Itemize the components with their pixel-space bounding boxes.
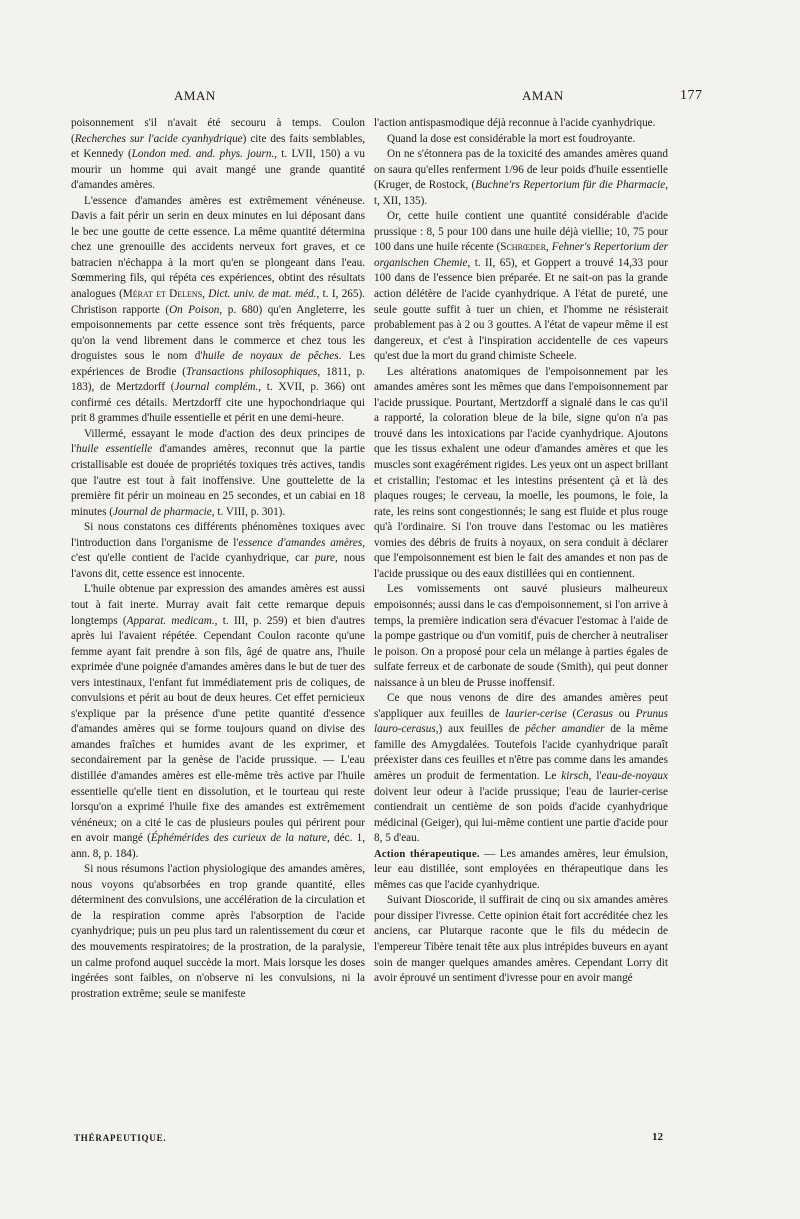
paragraph: L'essence d'amandes amères est extrêmement vénéneuse. Davis a fait périr un serin en deux minutes en lui déposant dans le bec une goutte de cette essence. La même quantité détermina chez une grenouille des accidents nerveux fort graves, et ce batracien n'échappa à la mort qu'en se plongeant dans l'eau. Sœmmering fils, qui répéta ces expériences, obtint des résultats analogues (Mérat et Delens, Dict. univ. de mat. méd., t. I, 265). Christison rapporte (On Poison, p. 680) qu'en Angleterre, les empoisonnements par cette essence sont très fréquents, parce qu'on la vend librement dans le commerce et chez tous les droguistes sous le nom d'huile de noyaux de pêches. Les expériences de Brodie (Transactions philosophiques, 1811, p. 183), de Mertzdorff (Journal complém., t. XVII, p. 366) ont confirmé ces détails. Mertzdorff cite une hypochondriaque qui prit 8 grammes d'huile essentielle et périt en une demi-heure. [71, 194, 366, 425]
signature-number: 12 [652, 1131, 663, 1143]
paragraph: Quand la dose est considérable la mort est foudroyante. [387, 132, 636, 145]
paragraph: Si nous résumons l'action physiologique des amandes amères, nous voyons qu'absorbées en trop grande quantité, elles déterminent des convulsions, une accélération de la circulation et de la respiration comme après l'absorption de l'acide cyanhydrique; puis un peu plus tard un ralentissement du cœur et des mouvements respiratoires; de la prostration, de la paralysie, un calme profond auquel succède la mort. Mais lorsque les doses ingérées sont faibles, on n'observe ni les convulsions, ni la prostration extrême; seule se manifeste [71, 863, 365, 1000]
paragraph: On ne s'étonnera pas de la toxicité des amandes amères quand on saura qu'elles renferment 1/96 de leur poids d'huile essentielle (Kruger, de Rostock, (Buchne'rs Repertorium für die Pharmacie, t, XII, 135). [374, 148, 668, 207]
page-number: 177 [680, 88, 703, 103]
paragraph: poisonnement s'il n'avait été secouru à temps. Coulon (Recherches sur l'acide cyanhydrique) cite des faits semblables, et Kennedy (London med. and. phys. journ., t. LVII, 150) a vu mourir un homme qui avait mangé une grande quantité d'amandes amères. [71, 117, 365, 192]
running-head-left: AMAN [174, 88, 216, 103]
paragraph: Suivant Dioscoride, il suffirait de cinq ou six amandes amères pour dissiper l'ivresse. Cette opinion était fort accréditée chez les anciens, car Plutarque raconte que le fils du médecin de l'empereur Tibère tenait tête aux plus intrépides buveurs en ayant soin de manger quelques amandes amères. Cependant Lorry dit avoir éprouvé un sentiment d'ivresse pour en avoir mangé [374, 894, 668, 985]
paragraph: Ce que nous venons de dire des amandes amères peut s'appliquer aux feuilles de laurier-cerise (Cerasus ou Prunus lauro-cerasus,) aux feuilles de pêcher amandier de la même famille des Amygdalées. Toutefois l'acide cyanhydrique paraît préexister dans ces feuilles et n'être pas comme dans les amandes amères un produit de fermentation. Le kirsch, l'eau-de-noyaux doivent leur odeur à l'acide prussique; l'eau de laurier-cerise contiendrait un centième de son poids d'acide cyanhydrique médicinal (Geiger), qui lui-même contient une partie d'acide pour 8, 5 d'eau. [374, 692, 668, 845]
paragraph: Villermé, essayant le mode d'action des deux principes de l'huile essentielle d'amandes amères, reconnut que la partie cristallisable est douée de propriétés toxiques très actives, tandis que l'autre est tout à fait inoffensive. Une gouttelette de la première fit périr un moineau en 25 secondes, et un cabiai en 18 minutes (Journal de pharmacie, t. VIII, p. 301). [71, 427, 365, 518]
section-heading-paragraph: Action thérapeutique. — Les amandes amères, leur émulsion, leur eau distillée, sont employées en thérapeutique dans les mêmes cas que l'acide cyanhydrique. [374, 847, 669, 891]
left-column [71, 116, 365, 1002]
paragraph: L'huile obtenue par expression des amandes amères est aussi tout à fait inerte. Murray avait fait cette remarque depuis longtemps (Apparat. medicam., t. III, p. 259) et bien d'autres après lui l'avaient répétée. Cependant Coulon raconte qu'une femme ayant fait prendre à son fils, âgé de quatre ans, l'huile exprimée d'une poignée d'amandes amères dans le but de tuer des vers intestinaux, l'enfant fut immédiatement pris de coliques, de convulsions et périt au bout de deux heures. Cet effet pernicieux s'explique par la présence d'une petite quantité d'essence d'amandes amères qui se forme toujours quand on divise des amandes fraîches et humides avant de les exprimer, et secondairement par la genèse de l'acide prussique. — L'eau distillée d'amandes amères est elle-même très active par l'huile essentielle qu'elle tient en dissolution, et le tourteau qui reste lorsqu'on a exprimé l'huile fixe des amandes est extrêmement vénéneux; on a cité le cas de plusieurs poules qui périrent pour en avoir mangé (Éphémérides des curieux de la nature, déc. 1, ann. 8, p. 184). [71, 583, 366, 860]
signature-mark: THÉRAPEUTIQUE. [74, 1133, 167, 1143]
paragraph: Les altérations anatomiques de l'empoisonnement par les amandes amères sont les mêmes que dans l'empoisonnement par l'acide prussique. Pourtant, Mertzdorff a signalé dans le cas qu'il a rapporté, la coloration bleue de la bile, signe qu'on n'a pas trouvé dans les intoxications par l'acide cyanhydrique. Ajoutons que les tissus exhalent une odeur d'amandes amères et que les muscles sont exagérément rigides. Les yeux ont un aspect brillant et cristallin; l'estomac et les intestins présentent çà et là des plaques rouges; le cerveau, la moelle, les poumons, le foie, la rate, les reins sont congestionnés; le sang est fluide et plus rouge qu'à l'ordinaire. Si l'on trouve dans l'estomac ou les matières vomies des débris de fruits à noyaux, on sera conduit à déclarer que l'empoisonnement est bien le fait des amandes et non pas de l'acide prussique ou des eaux distillées qui en contiennent. [374, 365, 668, 580]
section-heading: Action thérapeutique. [374, 848, 480, 860]
right-column [374, 116, 668, 987]
paragraph: Les vomissements ont sauvé plusieurs malheureux empoisonnés; aussi dans le cas d'empoisonnement, si l'on arrive à temps, la première indication sera d'évacuer l'estomac à l'aide de la pompe gastrique ou d'un vomitif, puis de chercher à neutraliser le poison. On a proposé pour cela un mélange à parties égales de sulfate ferreux et de carbonate de soude (Smith), qui peut donner naissance à un bleu de Prusse inoffensif. [374, 583, 668, 689]
running-head-right: AMAN [522, 88, 564, 103]
paragraph: Or, cette huile contient une quantité considérable d'acide prussique : 8, 5 pour 100 dans une huile déjà viellie; 10, 75 pour 100 dans une huile récente (Schrœder, Fehner's Repertorium der organischen Chemie, t. II, 65), et Goppert a trouvé 14,33 pour 100 dans de l'essence bien préparée. Et ne sait-on pas la grande action délétère de l'acide cyanhydrique. A l'état de pureté, une seule goutte suffit à tuer un chien, et l'homme ne résisterait probablement pas à 2 ou 3 gouttes. A l'état de vapeur même il est dangereux, et c'est à l'inspiration accidentelle de ces vapeurs qu'est due la mort du grand chimiste Scheele. [374, 210, 669, 363]
paragraph: Si nous constatons ces différents phénomènes toxiques avec l'introduction dans l'organisme de l'essence d'amandes amères, c'est qu'elle contient de l'acide cyanhydrique, car pure, nous l'avons dit, cette essence est innocente. [71, 521, 366, 580]
paragraph: l'action antispasmodique déjà reconnue à l'acide cyanhydrique. [374, 117, 656, 129]
